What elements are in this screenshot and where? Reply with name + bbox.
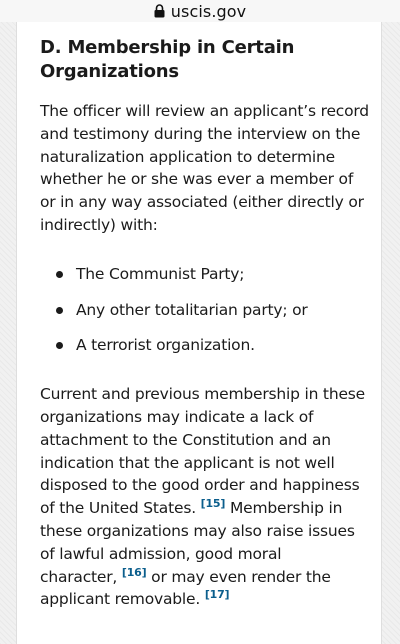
bullet-icon xyxy=(56,307,63,314)
body-paragraph xyxy=(40,383,369,611)
list-item xyxy=(54,299,369,322)
list-item-text: Any other totalitarian party; or xyxy=(76,300,308,319)
footnote-link-15[interactable]: [15] xyxy=(200,497,226,510)
list-item xyxy=(54,334,369,357)
footnote-link-16[interactable]: [16] xyxy=(121,565,147,579)
body-text-part2: Membership in these organizations may also raise issues of lawful admission, good moral character, xyxy=(40,499,355,586)
footnote-link-17[interactable]: [17] xyxy=(204,588,230,602)
browser-url-bar[interactable] xyxy=(0,0,400,22)
body-text-part3: or may even render the applicant removable. xyxy=(40,567,331,609)
bullet-icon xyxy=(56,271,63,278)
organization-list xyxy=(40,263,369,357)
bullet-icon xyxy=(56,342,63,349)
lock-icon xyxy=(154,3,165,17)
section-title: D. Membership in Certain Organizations xyxy=(40,37,295,82)
url-text: uscis.gov xyxy=(170,1,247,21)
content-card xyxy=(16,22,382,644)
body-text-part1: Current and previous membership in these organizations may indicate a lack of attachment to the Constitution and an indication that the applicant is not well disposed to the good order and happiness of the United States. xyxy=(40,385,365,518)
list-item-text: A terrorist organization. xyxy=(76,336,255,355)
list-item-text: The Communist Party; xyxy=(76,264,245,283)
intro-paragraph: The officer will review an applicant’s record and testimony during the interview on the naturalization application to determine whether he or she was ever a member of or in any way associated (either directly or indirectly) with: xyxy=(40,102,369,234)
list-item xyxy=(54,263,369,286)
